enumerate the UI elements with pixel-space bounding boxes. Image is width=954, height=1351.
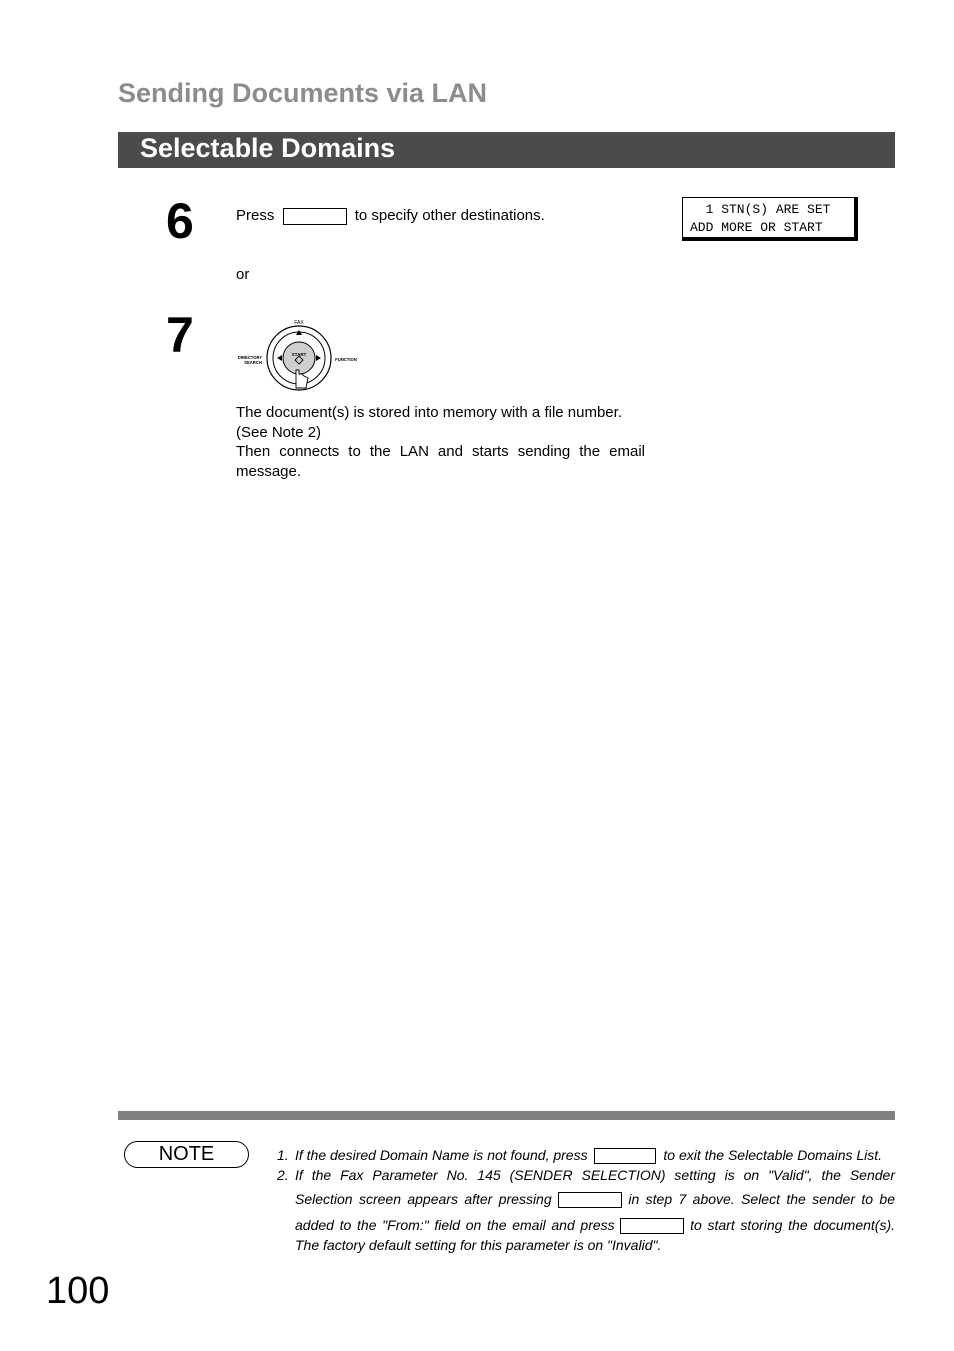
panel-top-label: FAX	[294, 320, 304, 326]
page-header-bar	[118, 132, 895, 168]
start-key-illustration	[236, 318, 360, 396]
or-label: or	[236, 266, 250, 283]
lcd-display	[682, 197, 858, 241]
note-2-number: 2.	[277, 1167, 289, 1183]
step-6-text-before: Press	[236, 207, 275, 224]
start-button-face	[283, 342, 315, 374]
note-2-line-2-before: Selection screen appears after pressing	[295, 1191, 552, 1207]
panel-left-label-1: DIRECTORY	[237, 355, 263, 360]
note-2-line-2	[295, 1191, 895, 1208]
note-1-after: to exit the Selectable Domains List.	[663, 1147, 883, 1163]
note-2-line-3-after: to start storing the document(s).	[690, 1217, 896, 1233]
note-badge: NOTE	[124, 1141, 249, 1168]
step-7-description	[236, 403, 645, 481]
lcd-line-1: 1 STN(S) ARE SET	[690, 202, 831, 217]
note-divider	[118, 1111, 895, 1120]
note-1-before: If the desired Domain Name is not found, press	[295, 1147, 588, 1163]
note-1-text	[295, 1147, 882, 1164]
step-7-number: 7	[166, 307, 194, 363]
step-6-text-after: to specify other destinations.	[354, 207, 545, 224]
add-more-key-box	[283, 208, 347, 225]
panel-right-label: FUNCTION	[335, 357, 357, 362]
note-2-line-3	[295, 1217, 895, 1234]
note-2-line-1: If the Fax Parameter No. 145 (SENDER SELECTION) setting is on "Valid", the Sender	[295, 1167, 895, 1183]
step-6-instruction	[236, 206, 545, 226]
start-key-panel	[236, 318, 360, 396]
note-2-key-box-1	[558, 1192, 622, 1208]
panel-left-label-2: SEARCH	[244, 360, 262, 365]
note-1-key-box	[594, 1148, 656, 1164]
step-7-desc-line-2: (See Note 2)	[236, 423, 322, 441]
panel-start-label: START	[291, 352, 307, 357]
step-7-desc-line-3: Then connects to the LAN and starts sending the email	[236, 443, 645, 460]
page-title: Selectable Domains	[140, 133, 396, 163]
page-number: 100	[46, 1270, 110, 1312]
note-1-number: 1.	[277, 1147, 289, 1163]
note-2-line-4: The factory default setting for this parameter is on "Invalid".	[295, 1237, 662, 1253]
note-2-line-2-after: in step 7 above. Select the sender to be	[628, 1191, 895, 1207]
section-title: Sending Documents via LAN	[118, 78, 488, 108]
lcd-line-2: ADD MORE OR START	[690, 220, 823, 235]
note-2-key-box-2	[620, 1218, 684, 1234]
note-2-line-3-before: added to the "From:" field on the email and press	[295, 1217, 615, 1233]
step-6-number: 6	[166, 193, 194, 249]
step-7-desc-line-1: The document(s) is stored into memory with a file number.	[236, 404, 622, 421]
step-7-desc-line-4: message.	[236, 462, 302, 480]
